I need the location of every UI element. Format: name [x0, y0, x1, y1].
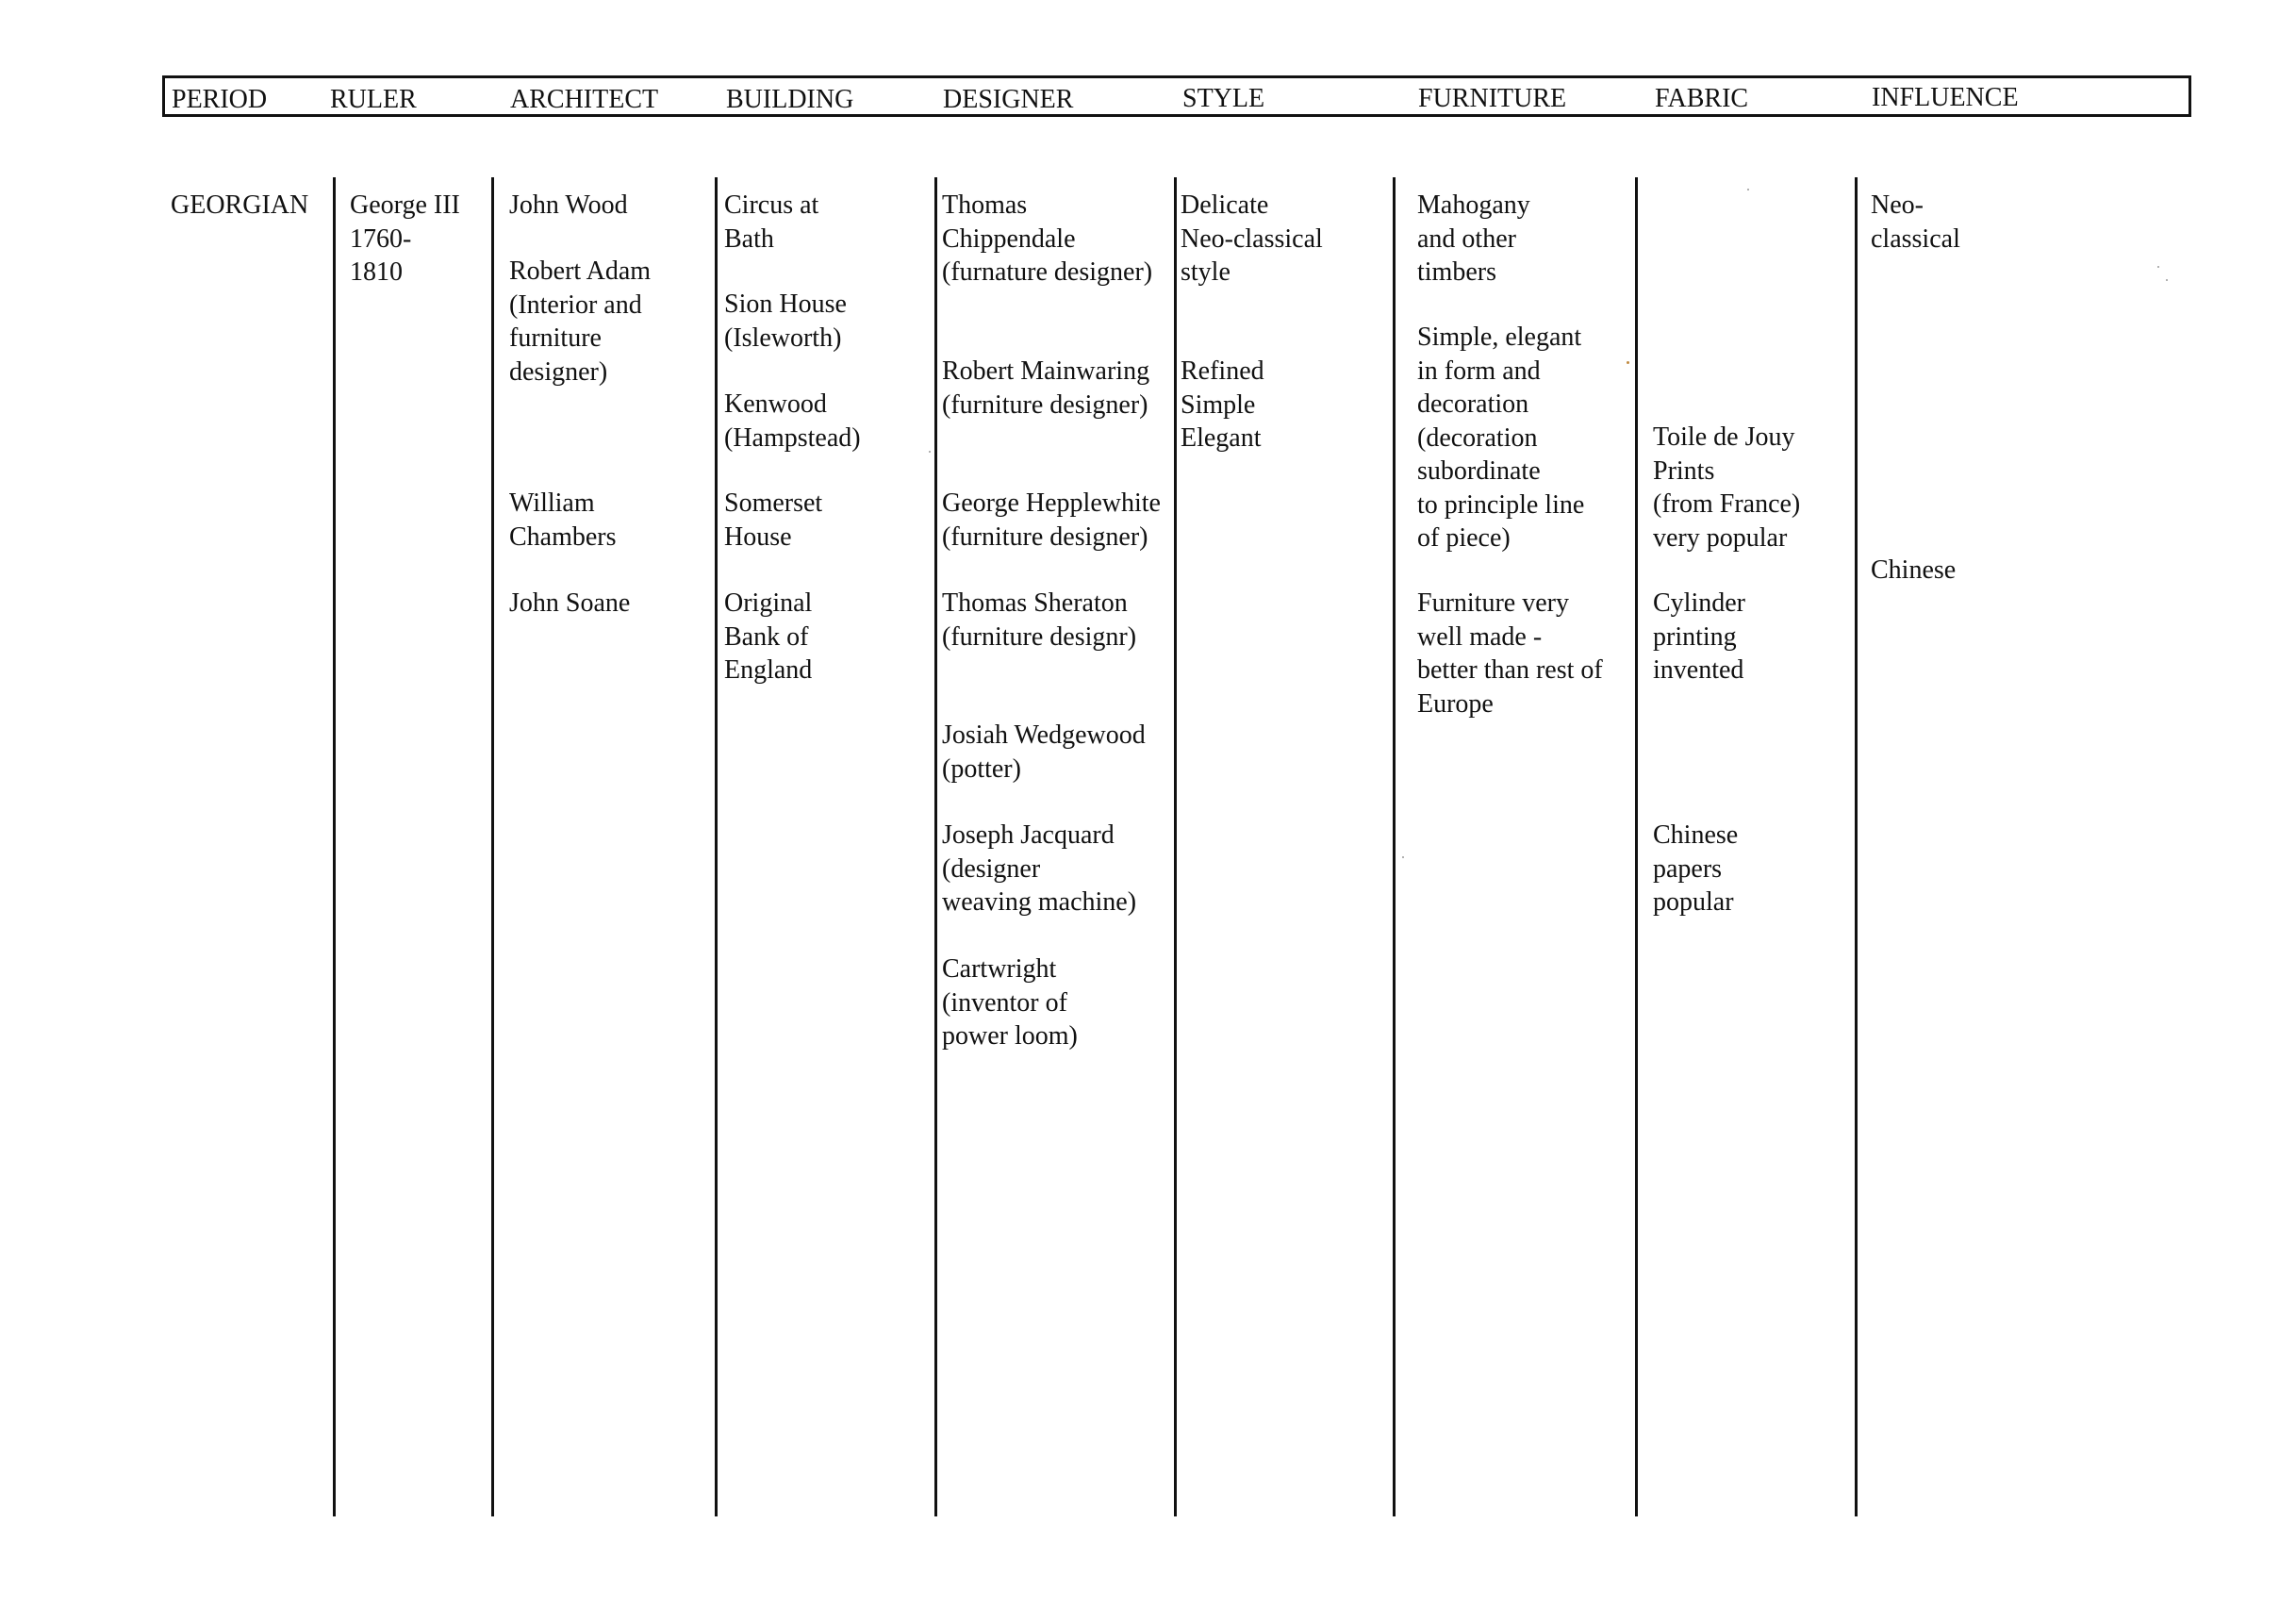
building-entry: Somerset House: [724, 489, 823, 552]
architect-entry: Robert Adam (Interior and furniture designer): [509, 257, 652, 387]
architect-entry: John Wood: [509, 190, 628, 220]
header-architect: ARCHITECT: [510, 85, 659, 114]
period-cell: GEORGIAN: [171, 190, 309, 220]
scan-speck: [2157, 266, 2159, 268]
furniture-entry: Furniture very well made - better than rest of Europe: [1417, 588, 1603, 719]
style-entry: Delicate Neo-classical style: [1181, 190, 1323, 287]
fabric-entry: Toile de Jouy Prints (from France) very popular: [1653, 422, 1801, 553]
architect-entry: John Soane: [509, 588, 631, 618]
style-entry: Refined Simple Elegant: [1181, 356, 1264, 453]
architect-entry: William Chambers: [509, 489, 617, 552]
scan-speck: [1402, 856, 1404, 858]
header-furniture: FURNITURE: [1418, 84, 1567, 113]
furniture-entry: Mahogany and other timbers: [1417, 190, 1530, 287]
header-fabric: FABRIC: [1655, 84, 1749, 113]
influence-entry: Neo- classical: [1871, 190, 1960, 254]
designer-entry: Joseph Jacquard (designer weaving machine): [942, 820, 1137, 917]
designer-entry: George Hepplewhite (furniture designer): [942, 489, 1161, 552]
building-entry: Sion House (Isleworth): [724, 290, 847, 353]
header-style: STYLE: [1182, 84, 1265, 113]
scan-speck: [1747, 189, 1749, 190]
column-divider: [333, 177, 336, 1516]
designer-entry: Thomas Sheraton (furniture designr): [942, 588, 1137, 652]
influence-entry: Chinese: [1871, 555, 1957, 585]
header-building: BUILDING: [726, 85, 854, 114]
building-entry: Original Bank of England: [724, 588, 813, 685]
scan-speck: [929, 451, 931, 453]
scan-speck: [1627, 361, 1629, 364]
column-divider: [1635, 177, 1638, 1516]
header-period: PERIOD: [172, 85, 268, 114]
designer-entry: Cartwright (inventor of power loom): [942, 954, 1078, 1051]
column-divider: [491, 177, 494, 1516]
header-designer: DESIGNER: [943, 85, 1074, 114]
header-influence: INFLUENCE: [1872, 83, 2019, 112]
designer-entry: Robert Mainwaring (furniture designer): [942, 356, 1150, 420]
furniture-entry: Simple, elegant in form and decoration (decoration subordinate to principle line of piece): [1417, 323, 1585, 553]
column-divider: [1174, 177, 1177, 1516]
header-ruler: RULER: [330, 85, 417, 114]
designer-entry: Josiah Wedgewood (potter): [942, 720, 1146, 784]
scan-speck: [2166, 279, 2168, 281]
building-entry: Circus at Bath: [724, 190, 819, 254]
column-divider: [1855, 177, 1858, 1516]
column-divider: [1393, 177, 1396, 1516]
building-entry: Kenwood (Hampstead): [724, 389, 861, 453]
column-divider: [715, 177, 718, 1516]
designer-entry: Thomas Chippendale (furnature designer): [942, 190, 1153, 287]
column-divider: [934, 177, 937, 1516]
ruler-cell: George III 1760- 1810: [350, 190, 460, 287]
fabric-entry: Chinese papers popular: [1653, 820, 1739, 917]
fabric-entry: Cylinder printing invented: [1653, 588, 1745, 685]
